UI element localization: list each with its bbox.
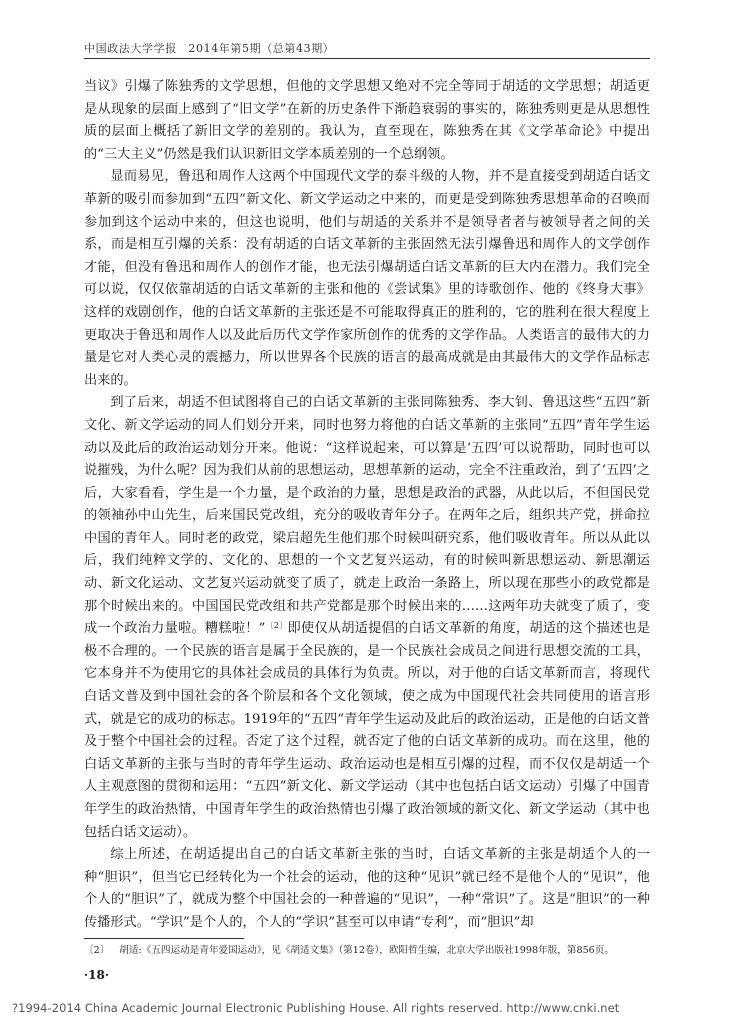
paragraph-3-quote: 到了后来，胡适不但试图将自己的白话文革新的主张同陈独秀、李大钊、鲁迅这些“五四”新文化、新文学运动的同人们划分开来，同时也努力将他的白话文革新的主张同“五四”青年学生运动以及此后的政治运动划分开来。他说：“这样说起来，可以算是‘五四’可以说帮助，同时也可以说摧残，为什么呢？因为我们从前的思想运动，思想革新的运动，完全不注重政治，到了‘五四’之后，大家看看，学生是一个力量，是个政治的力量，思想是政治的武器，从此以后，不但国民党的领袖孙中山先生，后来国民党改组，充分的吸收青年分子。在两年之后，组织共产党，拼命拉中国的青年人。同时老的政党，梁启超先生他们那个时候叫研究系，他们吸收青年。所以从此以后，我们纯粹文学的、文化的、思想的一个文艺复兴运动，有的时候叫新思想运动、新思潮运动、新文化运动、文艺复兴运动就变了质了，就走上政治一条路上，所以现在那些小的政党都是那个时候出来的。中国国民党改组和共产党都是那个时候出来的……这两年功夫就变了质了，变成一个政治力量啦。糟糕啦！” (84, 395, 650, 637)
footnote-text: 胡适:《五四运动是青年爱国运动》，见《胡适文集》（第12卷），欧阳哲生编，北京大学出版社1998年版，第856页。 (119, 945, 614, 956)
paragraph-1: 当议》引爆了陈独秀的文学思想，但他的文学思想又绝对不完全等同于胡适的文学思想；胡适更是从现象的层面上感到了“旧文学”在新的历史条件下渐趋衰弱的事实的，陈独秀则更是从思想性质的层面上概括了新旧文学的差别的。我认为，直至现在，陈独秀在其《文学革命论》中提出的“三大主义”仍然是我们认识新旧文学本质差别的一个总纲领。 (84, 79, 650, 162)
running-head: 中国政法大学学报 2014年第5期（总第43期） (84, 42, 335, 55)
paragraph-3-argument: 即使仅从胡适提倡的白话文革新的角度，胡适的这个描述也是极不合理的。一个民族的语言是属于全民族的，是一个民族社会成员之间进行思想交流的工具，它本身并不为使用它的具体社会成员的具体行为负责。所以，对于他的白话文革新而言，将现代白话文普及到中国社会的各个阶层和各个文化领域，使之成为中国现代社会共同使用的语言形式，就是它的成功的标志。1919年的“五四”青年学生运动及此后的政治运动，正是他的白话文普及于整个中国社会的过程。否定了这个过程，就否定了他的白话文革新的成功。而在这里，他的白话文革新的主张与当时的青年学生运动、政治运动也是相互引爆的过程，而不仅仅是胡适一个人主观意图的贯彻和运用：“五四”新文化、新文学运动（其中也包括白话文运动）引爆了中国青年学生的政治热情，中国青年学生的政治热情也引爆了政治领域的新文化、新文学运动（其中也包括白话文运动）。 (84, 621, 651, 840)
article-body (84, 76, 650, 935)
footnote-rule (84, 938, 244, 939)
paragraph-4: 综上所述，在胡适提出自己的白话文革新主张的当时，白话文革新的主张是胡适个人的一种“胆识”，但当它已经转化为一个社会的运动，他的这种“见识”就已经不是他个人的“见识”，他个人的“胆识”了，就成为整个中国社会的一种普遍的“见识”，一种“常识”了。这是“胆识”的一种传播形式。“学识”是个人的，个人的“学识”甚至可以申请“专利”，而“胆识”却 (84, 847, 650, 930)
footnote (84, 944, 664, 958)
footnote-mark: 〔2〕 (84, 945, 110, 956)
paragraph-2: 显而易见，鲁迅和周作人这两个中国现代文学的泰斗级的人物，并不是直接受到胡适白话文革新的吸引而参加到“五四”新文化、新文学运动之中来的，而更是受到陈独秀思想革命的召唤而参加到这个运动中来的，但这也说明，他们与胡适的关系并不是领导者者与被领导者之间的关系，而是相互引爆的关系：没有胡适的白话文革新的主张固然无法引爆鲁迅和周作人的文学创作才能，但没有鲁迅和周作人的创作才能，也无法引爆胡适白话文革新的巨大内在潜力。我们完全可以说，仅仅依靠胡适的白话文革新的主张和他的《尝试集》里的诗歌创作、他的《终身大事》这样的戏剧创作，他的白话文革新的主张还是不可能取得真正的胜利的，它的胜利在很大程度上更取决于鲁迅和周作人以及此后历代文学作家所创作的优秀的文学作品。人类语言的最伟大的力量是它对人类心灵的震撼力，所以世界各个民族的语言的最高成就是由其最伟大的文学作品标志出来的。 (84, 169, 650, 388)
page-number: ·18· (84, 968, 110, 982)
header-rule (84, 58, 650, 59)
footnote-reference[interactable]: 〔2〕 (265, 621, 288, 631)
paragraph-3 (84, 392, 650, 844)
copyright-notice: ?1994-2014 China Academic Journal Electronic Publishing House. All rights reserved. http://www.cnki.net (12, 1001, 620, 1015)
